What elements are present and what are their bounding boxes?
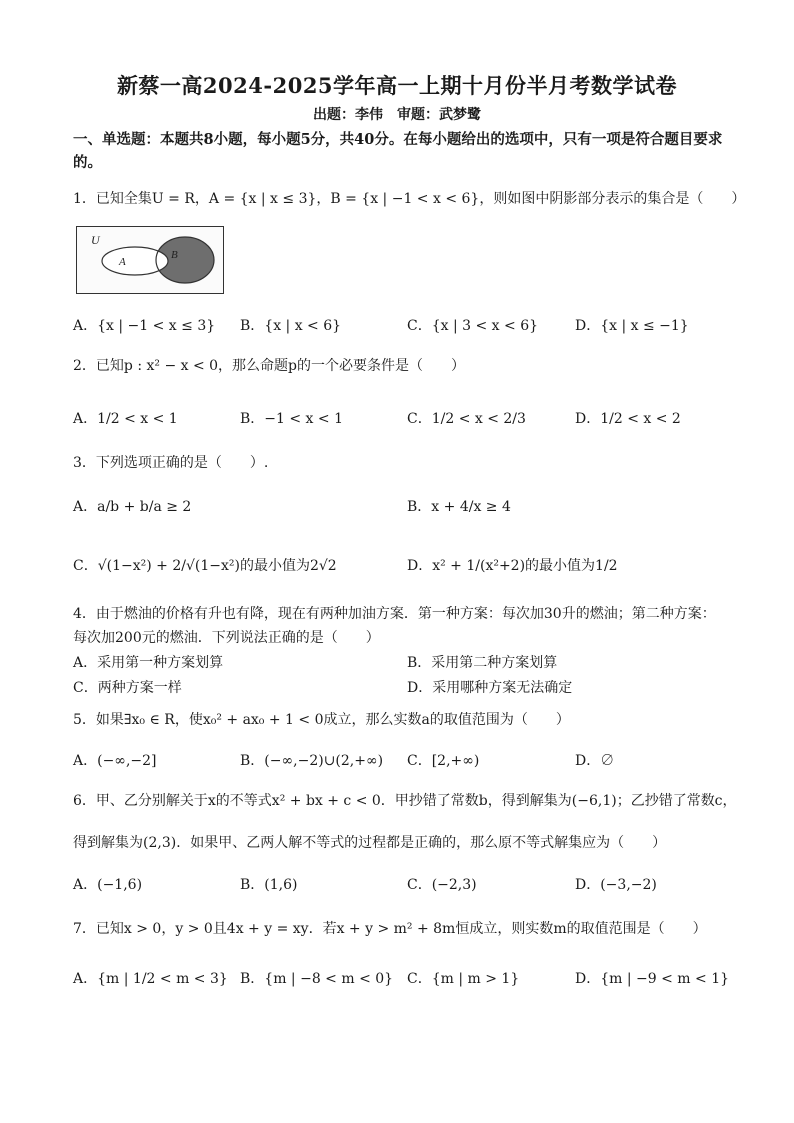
q3-option-b: B．x + 4/x ≥ 4 <box>407 499 511 515</box>
q5-option-a: A．(−∞,−2] <box>73 753 157 769</box>
q2-option-c: C．1/2 < x < 2/3 <box>407 411 526 427</box>
q2-option-d: D．1/2 < x < 2 <box>575 411 681 427</box>
authors-line: 出题：李伟 审题：武梦鹭 <box>313 107 481 123</box>
q2-option-a: A．1/2 < x < 1 <box>73 411 178 427</box>
q6-option-d: D．(−3,−2) <box>575 877 657 893</box>
q4-option-c: C．两种方案一样 <box>73 680 182 696</box>
q6-option-a: A．(−1,6) <box>73 877 143 893</box>
q2-option-b: B．−1 < x < 1 <box>240 411 343 427</box>
q4-option-a: A．采用第一种方案划算 <box>73 655 224 671</box>
q5-option-c: C．[2,+∞) <box>407 753 480 769</box>
q4-option-d: D．采用哪种方案无法确定 <box>407 680 573 696</box>
question-5-stem: 5．如果∃x₀ ∈ R，使x₀² + ax₀ + 1 < 0成立，那么实数a的取值范围为（ ） <box>73 712 570 728</box>
question-6-stem-line2: 得到解集为(2,3)．如果甲、乙两人解不等式的过程都是正确的，那么原不等式解集应为（ ） <box>73 835 667 851</box>
q6-option-c: C．(−2,3) <box>407 877 477 893</box>
question-4-stem-line1: 4．由于燃油的价格有升也有降，现在有两种加油方案．第一种方案：每次加30升的燃油；第二种方案： <box>73 606 716 622</box>
q6-option-b: B．(1,6) <box>240 877 298 893</box>
q3-option-a: A．a/b + b/a ≥ 2 <box>73 499 192 515</box>
venn-diagram <box>76 226 224 294</box>
q5-option-d: D．∅ <box>575 753 615 769</box>
question-6-stem-line1: 6．甲、乙分别解关于x的不等式x² + bx + c < 0．甲抄错了常数b，得到解集为(−6,1)；乙抄错了常数c， <box>73 793 737 809</box>
q7-option-c: C．{m | m > 1} <box>407 971 520 987</box>
q1-option-d: D．{x | x ≤ −1} <box>575 318 689 334</box>
q1-option-b: B．{x | x < 6} <box>240 318 342 334</box>
venn-label-b: B <box>171 249 178 261</box>
q7-option-b: B．{m | −8 < m < 0} <box>240 971 394 987</box>
q4-option-b: B．采用第二种方案划算 <box>407 655 558 671</box>
q3-option-c: C．√(1−x²) + 2/√(1−x²)的最小值为2√2 <box>73 558 337 574</box>
section-heading: 一、单选题：本题共8小题，每小题5分，共40分。在每小题给出的选项中，只有一项是符合题目要求的。 <box>73 131 723 171</box>
q7-option-d: D．{m | −9 < m < 1} <box>575 971 730 987</box>
q5-option-b: B．(−∞,−2)∪(2,+∞) <box>240 753 384 769</box>
venn-label-u: U <box>91 233 100 247</box>
question-1-stem: 1．已知全集U = R，A = {x | x ≤ 3}，B = {x | −1 < x < 6}，则如图中阴影部分表示的集合是（ ） <box>73 191 746 207</box>
page-title: 新蔡一高2024-2025学年高一上期十月份半月考数学试卷 <box>116 73 678 98</box>
question-3-stem: 3．下列选项正确的是（ ）. <box>73 455 269 471</box>
q3-option-d: D．x² + 1/(x²+2)的最小值为1/2 <box>407 558 618 574</box>
question-2-stem: 2．已知p : x² − x < 0，那么命题p的一个必要条件是（ ） <box>73 358 466 374</box>
q1-option-c: C．{x | 3 < x < 6} <box>407 318 539 334</box>
question-4-stem-line2: 每次加200元的燃油．下列说法正确的是（ ） <box>73 630 380 646</box>
q7-option-a: A．{m | 1/2 < m < 3} <box>73 971 228 987</box>
question-7-stem: 7．已知x > 0，y > 0且4x + y = xy．若x + y > m² + 8m恒成立，则实数m的取值范围是（ ） <box>73 921 707 937</box>
venn-svg <box>77 227 223 293</box>
venn-label-a: A <box>119 256 126 268</box>
q1-option-a: A．{x | −1 < x ≤ 3} <box>73 318 216 334</box>
